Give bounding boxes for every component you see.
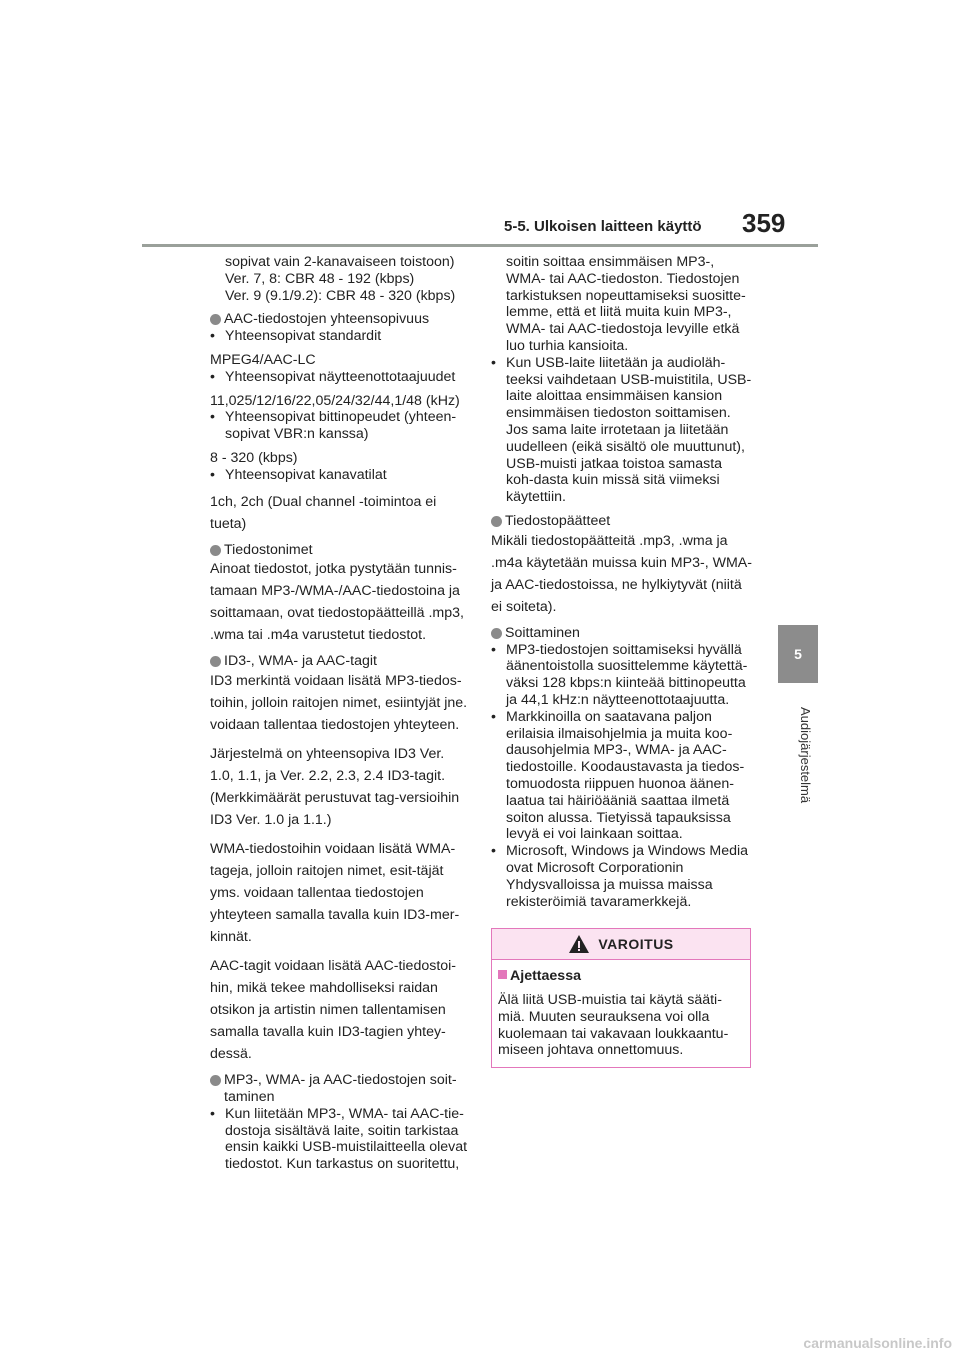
list-item — [491, 355, 753, 506]
chapter-number: 5 — [794, 646, 802, 662]
warning-header — [492, 929, 750, 960]
list-item — [210, 328, 468, 345]
value-text: 11,025/12/16/22,05/24/32/44,1/48 (kHz) — [210, 392, 460, 409]
warning-triangle-icon — [568, 934, 590, 954]
heading-text: Tiedostonimet — [224, 541, 313, 558]
bullet-icon: • — [210, 328, 215, 345]
chapter-tab[interactable] — [778, 625, 818, 683]
paragraph: AAC-tagit voidaan lisätä AAC-tiedostoi-hin, mikä tekee mahdolliseksi raidan otsikon ja artistin nimen tallentamisen samalla tavalla kuin ID3-tagien yhtey-dessä. — [210, 958, 457, 1063]
paragraph: Ainoat tiedostot, jotka pystytään tunnis-tamaan MP3-/WMA-/AAC-tiedostoina ja soittamaan, ovat tiedostopäätteillä .mp3, .wma tai .m4a varustetut tiedostot. — [210, 561, 464, 644]
bullet-dot-icon — [491, 628, 502, 639]
bullet-dot-icon — [210, 1075, 221, 1086]
bullet-icon: • — [210, 466, 215, 483]
chapter-label: Audiojärjestelmä — [798, 706, 813, 804]
section-heading — [210, 542, 468, 559]
list-item — [210, 1106, 468, 1173]
paragraph: Järjestelmä on yhteensopiva ID3 Ver. 1.0, 1.1, ja Ver. 2.2, 2.3, 2.4 ID3-tagit. (Merkkimäärät perustuvat tag-versioihin ID3 Ver. 1.0 ja 1.1.) — [210, 746, 460, 829]
list-item-text: Kun USB-laite liitetään ja audioläh-teeksi vaihdetaan USB-muistitila, USB-laite aloittaa ensimmäisen kansion ensimmäisen tiedoston soittamisen. Jos sama laite irrotetaan ja liitetään uudelleen (eikä sisältö ole muuttunut), USB-muisti jatkaa toistoa samasta koh-dasta kuin missä sitä viimeksi käytettiin. — [506, 354, 752, 506]
text-line: Ver. 9 (9.1/9.2): CBR 48 - 320 (kbps) — [225, 287, 456, 304]
bullet-icon: • — [210, 1105, 215, 1122]
paragraph: Mikäli tiedostopäätteitä .mp3, .wma ja .m4a käytetään muissa kuin MP3-, WMA- ja AAC-tiedostoissa, ne hylkiytyvät (niitä ei soiteta). — [491, 532, 752, 615]
list-item — [491, 642, 753, 709]
list-item-text: Kun liitetään MP3-, WMA- tai AAC-tie-dostoja sisältävä laite, soitin tarkistaa ensin kaikki USB-muistilaitteella olevat tiedostot. Kun tarkastus on suoritettu, — [225, 1105, 468, 1173]
section-heading — [210, 311, 468, 328]
left-column — [210, 254, 468, 1173]
section-title: 5-5. Ulkoisen laitteen käyttö — [504, 218, 702, 235]
warning-box — [491, 928, 751, 1068]
page-number: 359 — [742, 208, 786, 238]
heading-text: ID3-, WMA- ja AAC-tagit — [224, 653, 377, 670]
heading-text: MP3-, WMA- ja AAC-tiedostojen soit-taminen — [224, 1072, 457, 1105]
square-bullet-icon — [498, 970, 507, 979]
list-item-text: Yhteensopivat kanavatilat — [225, 466, 387, 483]
list-item — [210, 369, 468, 386]
bullet-dot-icon — [210, 545, 221, 556]
warning-text: Älä liitä USB-muistia tai käytä sääti-miä. Muuten seurauksena voi olla kuolemaan tai vakavaan loukkaantu-miseen johtava onnettomuus. — [498, 992, 729, 1059]
list-item — [491, 843, 753, 910]
list-item-text: Yhteensopivat standardit — [225, 328, 382, 345]
bullet-dot-icon — [210, 314, 221, 325]
bullet-icon: • — [491, 641, 496, 658]
bullet-dot-icon — [210, 656, 221, 667]
paragraph: ID3 merkintä voidaan lisätä MP3-tiedos-toihin, jolloin raitojen nimet, esiintyjät jne. voidaan tallentaa tiedostojen yhteyteen. — [210, 673, 468, 734]
value-text: 1ch, 2ch (Dual channel -toimintoa ei tueta) — [210, 493, 437, 532]
right-column — [491, 254, 753, 1068]
list-item-text: Microsoft, Windows ja Windows Media ovat Microsoft Corporationin Yhdysvalloissa ja muissa maissa rekisteröimiä tavaramerkkejä. — [506, 843, 749, 910]
paragraph: soitin soittaa ensimmäisen MP3-, WMA- tai AAC-tiedoston. Tiedostojen tarkistuksen nopeuttamiseksi suositte-lemme, että et liitä muita kuin MP3-, WMA- tai AAC-tiedostoja levyille etkä luo turhia kansioita. — [506, 254, 746, 354]
watermark: carmanualsonline.info — [803, 1335, 952, 1351]
list-item — [210, 409, 468, 443]
warning-subheading-text: Ajettaessa — [510, 968, 581, 985]
bullet-icon: • — [491, 354, 496, 371]
warning-body — [492, 960, 750, 1067]
bullet-dot-icon — [491, 516, 502, 527]
bullet-icon: • — [491, 708, 496, 725]
text-line: sopivat vain 2-kanavaiseen toistoon) — [225, 254, 455, 270]
bullet-icon: • — [210, 409, 215, 426]
bullet-icon: • — [210, 368, 215, 385]
list-item — [491, 709, 753, 843]
header-divider — [142, 244, 818, 247]
text-line: Ver. 7, 8: CBR 48 - 192 (kbps) — [225, 270, 415, 287]
list-item-text: Yhteensopivat bittinopeudet (yhteen-sopivat VBR:n kanssa) — [225, 409, 457, 443]
list-item — [210, 467, 468, 484]
bullet-icon: • — [491, 843, 496, 860]
value-text: 8 - 320 (kbps) — [210, 449, 298, 466]
warning-title: VAROITUS — [598, 935, 674, 952]
list-item-text: Markkinoilla on saatavana paljon erilaisia ilmaisohjelmia ja muita koo-dausohjelmia MP3-, WMA- ja AAC-tiedostoille. Koodaustavasta ja tiedos-tomuodosta riippuen huonoa äänen-laatua tai häiriöääniä saattaa ilmetä soiton alussa. Tietyissä tapauksissa levyä ei voi lainkaan soittaa. — [506, 708, 745, 843]
value-text: MPEG4/AAC-LC — [210, 351, 316, 368]
section-heading — [491, 625, 753, 642]
paragraph: WMA-tiedostoihin voidaan lisätä WMA-tageja, jolloin raitojen nimet, esit-täjät yms. voidaan tallentaa tiedostojen yhteyteen samalla tavalla kuin ID3-mer-kinnät. — [210, 841, 460, 946]
section-heading — [210, 653, 468, 670]
heading-text: AAC-tiedostojen yhteensopivuus — [224, 311, 430, 328]
section-heading — [210, 1072, 468, 1106]
section-heading — [491, 513, 753, 530]
warning-subheading — [498, 968, 744, 985]
heading-text: Tiedostopäätteet — [505, 512, 611, 529]
list-item-text: MP3-tiedostojen soittamiseksi hyvällä äänentoistolla suosittelemme käytettä-väksi 128 kbps:n kiinteää bittinopeutta ja 44,1 kHz:n näytteenottotaajuutta. — [506, 641, 748, 708]
list-item-text: Yhteensopivat näytteenottotaajuudet — [225, 368, 456, 385]
heading-text: Soittaminen — [505, 624, 580, 641]
